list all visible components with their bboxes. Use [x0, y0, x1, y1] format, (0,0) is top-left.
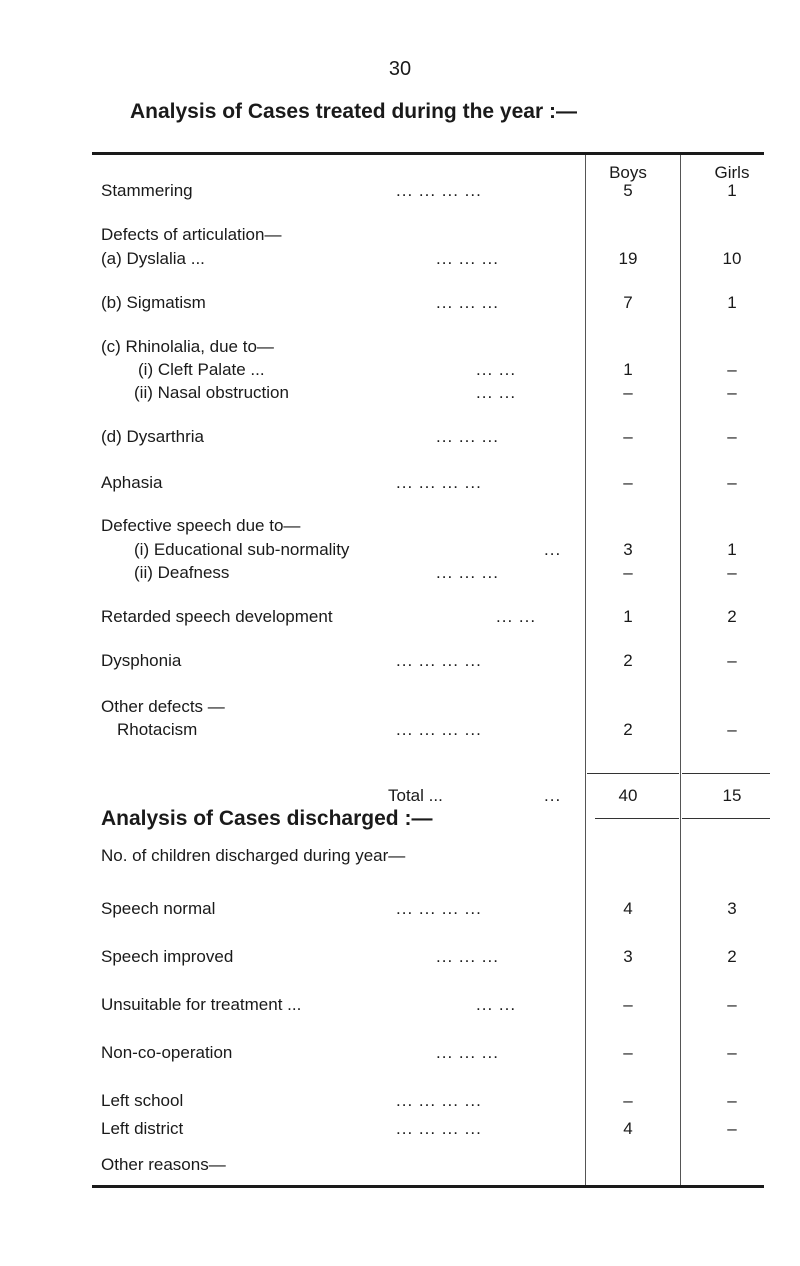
table-row-aphasia [0, 470, 800, 496]
table-row-left-school [0, 1088, 800, 1114]
girls-value: 1 [727, 540, 737, 559]
boys-value: – [623, 1043, 633, 1062]
boys-value: – [623, 427, 633, 446]
girls-value: 2 [727, 607, 737, 626]
table-row-stammering [0, 178, 800, 204]
leader-dots: ... [544, 540, 562, 559]
girls-value: 1 [727, 181, 737, 200]
table-row-dysarthria [0, 424, 800, 450]
table-row-left-district [0, 1116, 800, 1142]
boys-value: – [623, 383, 633, 402]
boys-value: 4 [623, 899, 633, 918]
table-row-speech-normal [0, 896, 800, 922]
row-label: Aphasia [101, 473, 163, 492]
total-top-rule-boys [587, 773, 679, 774]
column-header-boys: Boys [609, 163, 647, 182]
girls-value: – [727, 383, 737, 402]
girls-value: – [727, 427, 737, 446]
row-label: (d) Dysarthria [101, 427, 204, 446]
leader-dots: ... ... ... [436, 947, 499, 966]
girls-value: – [727, 473, 737, 492]
table-row-speech-improved [0, 944, 800, 970]
table-row-deafness [0, 560, 800, 586]
leader-dots: ... ... ... ... [396, 899, 482, 918]
girls-value: 2 [727, 947, 737, 966]
row-label: (i) Educational sub-normality [134, 540, 350, 559]
leader-dots: ... ... [476, 383, 517, 402]
leader-dots: ... ... ... ... [396, 720, 482, 739]
row-label: Other reasons— [101, 1155, 226, 1174]
girls-value: – [727, 651, 737, 670]
row-label: (ii) Deafness [134, 563, 230, 582]
leader-dots: ... ... ... ... [396, 1091, 482, 1110]
girls-value: – [727, 1043, 737, 1062]
leader-dots: ... [544, 786, 562, 805]
row-label: Speech improved [101, 947, 234, 966]
table-row-sigmatism [0, 290, 800, 316]
leader-dots: ... ... ... ... [396, 473, 482, 492]
table-row-unsuitable [0, 992, 800, 1018]
leader-dots: ... ... [476, 360, 517, 379]
boys-value: – [623, 995, 633, 1014]
row-label: (ii) Nasal obstruction [134, 383, 289, 402]
row-label: Other defects — [101, 697, 225, 716]
row-label: (c) Rhinolalia, due to— [101, 337, 274, 356]
girls-value: – [727, 563, 737, 582]
table-bottom-rule [92, 1185, 764, 1188]
row-label: Stammering [101, 181, 193, 200]
table-row-nasal-obstruction [0, 380, 800, 406]
row-label: Defects of articulation— [101, 225, 282, 244]
row-label: Defective speech due to— [101, 516, 301, 535]
boys-value: 7 [623, 293, 633, 312]
boys-value: 5 [623, 181, 633, 200]
boys-value: 2 [623, 720, 633, 739]
boys-value: – [623, 563, 633, 582]
girls-value: – [727, 995, 737, 1014]
boys-value: 1 [623, 360, 633, 379]
row-label: Unsuitable for treatment ... [101, 995, 302, 1014]
table-top-rule [92, 152, 764, 155]
boys-value: 3 [623, 540, 633, 559]
leader-dots: ... ... ... ... [396, 1119, 482, 1138]
girls-total: 15 [722, 786, 742, 805]
boys-value: 4 [623, 1119, 633, 1138]
girls-value: – [727, 720, 737, 739]
row-label: Non-co-operation [101, 1043, 233, 1062]
row-label: (b) Sigmatism [101, 293, 206, 312]
girls-value: 10 [722, 249, 742, 268]
row-label: Total ... [388, 786, 443, 805]
leader-dots: ... ... ... ... [396, 651, 482, 670]
row-label: Rhotacism [117, 720, 198, 739]
row-label: No. of children discharged during year— [101, 846, 406, 865]
table-row-dyslalia [0, 246, 800, 272]
leader-dots: ... ... ... [436, 249, 499, 268]
column-header-girls: Girls [714, 163, 750, 182]
row-label: Left district [101, 1119, 184, 1138]
table-row-total [0, 783, 800, 809]
table-row-non-co-operation [0, 1040, 800, 1066]
row-label: (a) Dyslalia ... [101, 249, 205, 268]
discharged-intro [0, 843, 800, 869]
row-label: Dysphonia [101, 651, 182, 670]
leader-dots: ... ... ... [436, 427, 499, 446]
leader-dots: ... ... ... ... [396, 181, 482, 200]
leader-dots: ... ... ... [436, 563, 499, 582]
girls-value: – [727, 360, 737, 379]
total-bottom-rule-boys [595, 818, 679, 819]
boys-value: – [623, 1091, 633, 1110]
row-label: (i) Cleft Palate ... [138, 360, 265, 379]
row-label: Left school [101, 1091, 184, 1110]
heading-cases-discharged: Analysis of Cases discharged :— [101, 807, 433, 830]
total-bottom-rule-girls [682, 818, 770, 819]
row-label: Retarded speech development [101, 607, 333, 626]
heading-cases-treated: Analysis of Cases treated during the year :— [130, 100, 577, 123]
boys-total: 40 [618, 786, 638, 805]
boys-value: 1 [623, 607, 633, 626]
boys-value: 2 [623, 651, 633, 670]
table-row-dysphonia [0, 648, 800, 674]
girls-value: 3 [727, 899, 737, 918]
total-top-rule-girls [682, 773, 770, 774]
table-row-retarded-speech [0, 604, 800, 630]
boys-value: 3 [623, 947, 633, 966]
leader-dots: ... ... ... [436, 1043, 499, 1062]
table-row-defective-speech [0, 513, 800, 539]
row-label: Speech normal [101, 899, 216, 918]
boys-value: 19 [618, 249, 638, 268]
table-row-rhotacism [0, 717, 800, 743]
table-row-other-reasons [0, 1152, 800, 1178]
leader-dots: ... ... ... [436, 293, 499, 312]
leader-dots: ... ... [496, 607, 537, 626]
page-number: 30 [388, 58, 412, 80]
leader-dots: ... ... [476, 995, 517, 1014]
boys-value: – [623, 473, 633, 492]
table-row-defects-articulation [0, 222, 800, 248]
girls-value: 1 [727, 293, 737, 312]
girls-value: – [727, 1119, 737, 1138]
girls-value: – [727, 1091, 737, 1110]
